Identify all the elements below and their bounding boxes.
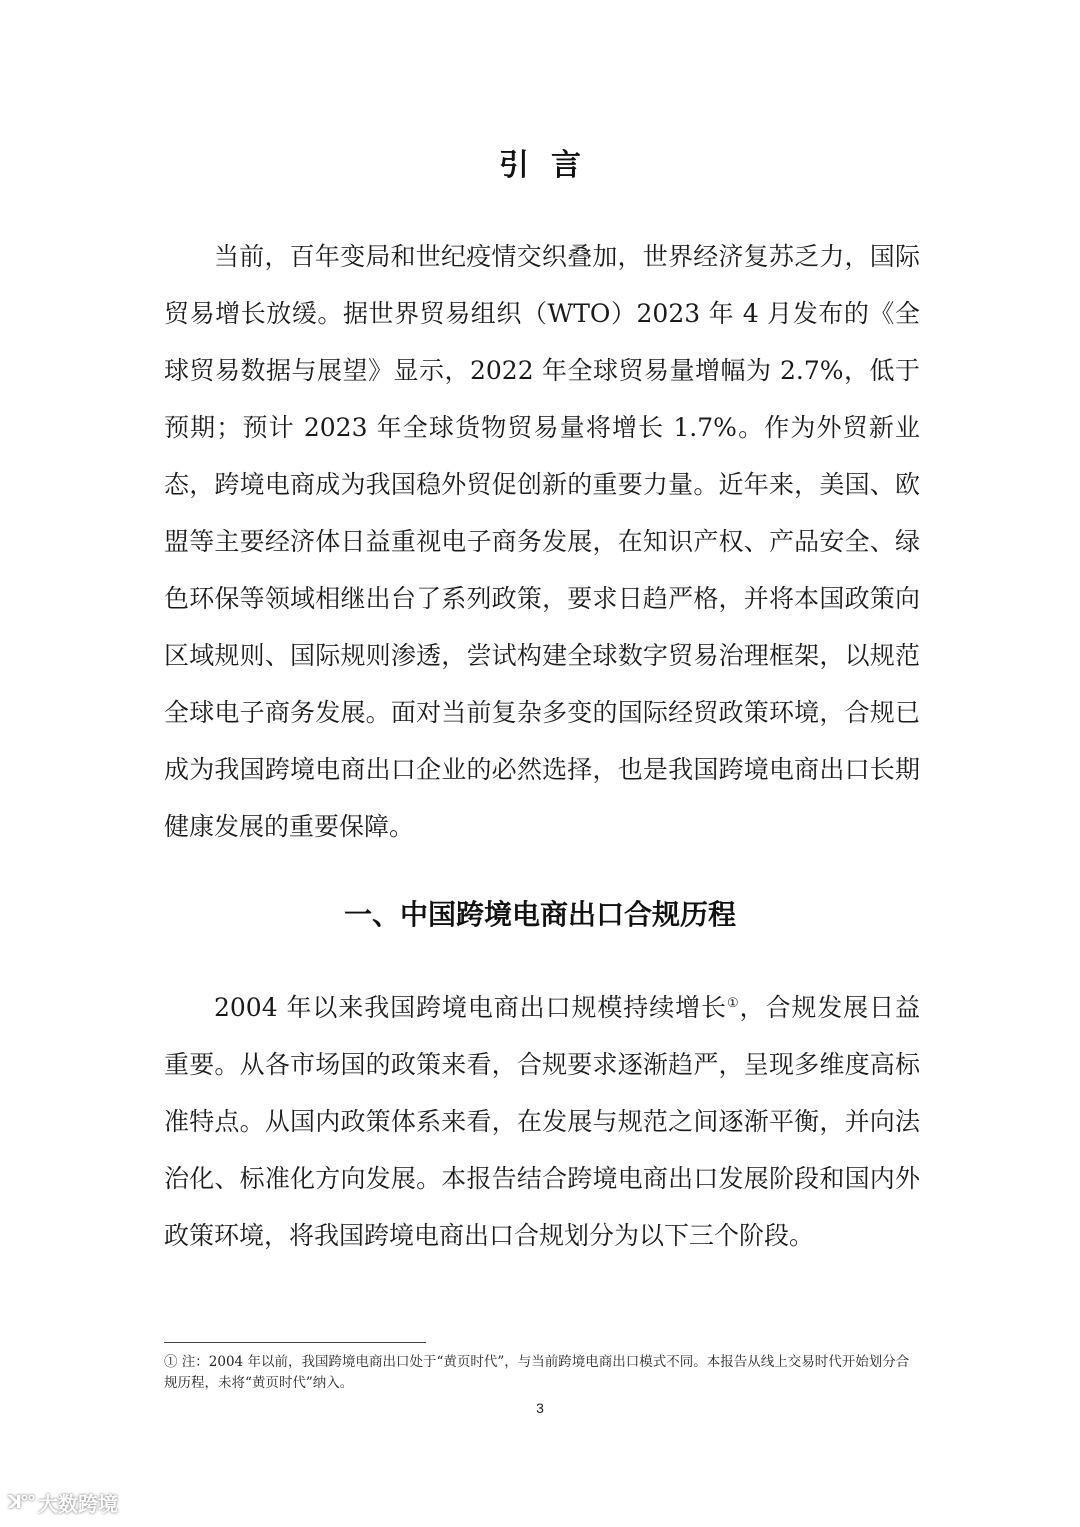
footnote: ① 注：2004 年以前，我国跨境电商出口处于“黄页时代”，与当前跨境电商出口模式不同。本报告从线上交易时代开始划分合规历程，未将“黄页时代”纳入。 (164, 1354, 910, 1391)
section-paragraph-part2: ，合规发展日益重要。从各市场国的政策来看，合规要求逐渐趋严，呈现多维度高标准特点。从国内政策体系来看，在发展与规范之间逐渐平衡，并向法治化、标准化方向发展。本报告结合跨境电商出口发展阶段和国内外政策环境，将我国跨境电商出口合规划分为以下三个阶段。 (164, 993, 920, 1250)
intro-paragraph: 当前，百年变局和世纪疫情交织叠加，世界经济复苏乏力，国际贸易增长放缓。据世界贸易组织（WTO）2023 年 4 月发布的《全球贸易数据与展望》显示，2022 年全球贸易量增幅为 2.7%，低于预期；预计 2023 年全球货物贸易量将增长 1.7%。作为外贸新业态，跨境电商成为我国稳外贸促创新的重要力量。近年来，美国、欧盟等主要经济体日益重视电子商务发展，在知识产权、产品安全、绿色环保等领域相继出台了系列政策，要求日趋严格，并将本国政策向区域规则、国际规则渗透，尝试构建全球数字贸易治理框架，以规范全球电子商务发展。面对当前复杂多变的国际经贸政策环境，合规已成为我国跨境电商出口企业的必然选择，也是我国跨境电商出口长期健康发展的重要保障。 (164, 242, 920, 841)
section-paragraph (164, 979, 920, 1264)
watermark (8, 1488, 118, 1517)
footnote-divider (164, 1342, 426, 1343)
page-number: 3 (536, 1400, 544, 1416)
footnote-reference[interactable]: ① (726, 996, 740, 1011)
section-paragraph-part1: 2004 年以来我国跨境电商出口规模持续增长 (214, 993, 727, 1022)
watermark-logo-icon: ꓘ°° (8, 1492, 34, 1513)
section-title: 一、中国跨境电商出口合规历程 (343, 898, 736, 931)
page-title: 引言 (499, 148, 603, 183)
watermark-text: 大数跨境 (37, 1492, 118, 1516)
